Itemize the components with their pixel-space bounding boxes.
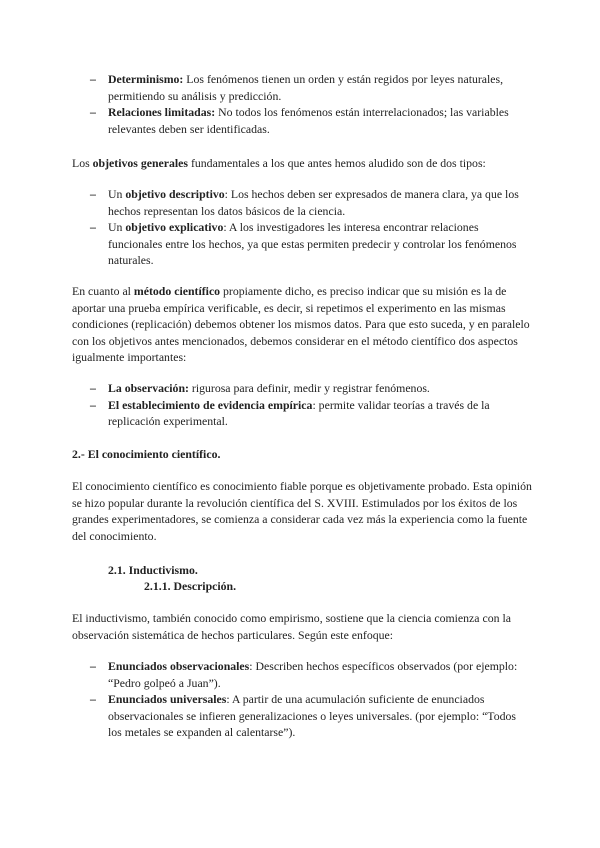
list-item	[72, 397, 532, 430]
paragraph-inductivism: El inductivismo, también conocido como empirismo, sostiene que la ciencia comienza con la observación sistemática de hechos particulares. Según este enfoque:	[72, 611, 511, 642]
item-text: Los fenómenos tienen un orden y están regidos por leyes naturales, permitiendo su análisis y predicción.	[108, 72, 504, 103]
bullet-dash: –	[90, 659, 96, 673]
item-term: La observación:	[108, 381, 189, 395]
item-term: objetivo descriptivo	[125, 187, 225, 201]
objectives-list	[72, 186, 532, 269]
bullet-dash: –	[90, 692, 96, 707]
list-item: – Un objetivo descriptivo: Los hechos deben ser expresados de manera clara, ya que los hechos representan los datos básicos de la ciencia.	[90, 187, 519, 218]
list-item	[72, 71, 532, 104]
item-text: : permite validar teorías a través de la replicación experimental.	[108, 397, 490, 429]
list-item	[72, 104, 532, 137]
bullet-dash: –	[90, 72, 96, 86]
item-text: : A los investigadores les interesa encontrar relaciones funcionales entre los hechos, ya que estas permiten predecir y controlar los fenómenos naturales.	[108, 220, 517, 268]
item-term: El establecimiento de evidencia empírica	[108, 397, 313, 412]
list-item: – Un objetivo explicativo: A los investigadores les interesa encontrar relaciones funcionales entre los hechos, ya que estas permiten predecir y controlar los fenómenos naturales.	[90, 220, 517, 268]
statements-list	[72, 658, 532, 741]
bullet-dash: –	[90, 397, 96, 412]
bullet-dash: –	[90, 381, 96, 395]
item-text: No todos los fenómenos están interrelacionados; las variables relevantes deben ser identificadas.	[108, 105, 509, 136]
paragraph-objectives: Los objetivos generales fundamentales a los que antes hemos aludido son de dos tipos:	[72, 156, 486, 170]
list-item	[72, 658, 532, 691]
paragraph-knowledge: El conocimiento científico es conocimiento fiable porque es objetivamente probado. Esta opinión se hizo popular durante la revolución científica del S. XVIII. Estimulados por los éxitos de los grandes experimentadores, se comienza a considerar cada vez más la experiencia como la fuente del conocimiento.	[72, 479, 532, 543]
list-item	[72, 691, 532, 741]
section-heading: 2.- El conocimiento científico.	[72, 447, 221, 461]
subsubsection-heading: 2.1.1. Descripción.	[144, 579, 237, 593]
bullet-dash: –	[90, 187, 96, 201]
list-item	[72, 380, 532, 397]
item-term: Relaciones limitadas:	[108, 105, 216, 120]
paragraph-method: En cuanto al método científico propiamente dicho, es preciso indicar que su misión es la de aportar una prueba empírica verificable, es decir, si repetimos el experimento en las mismas condiciones (replicación) debemos obtener los mismos datos. Para que esto suceda, y en paralelo con los objetivos antes mencionados, debemos considerar en el método científico dos aspectos igualmente importantes:	[72, 284, 530, 365]
item-text: : A partir de una acumulación suficiente de enunciados observacionales se infieren generalizaciones o leyes universales. (por ejemplo: “Todos los metales se expanden al calentarse”).	[108, 692, 516, 740]
bullet-dash: –	[90, 220, 96, 235]
method-aspects-list	[72, 380, 532, 430]
item-term: Enunciados universales	[108, 692, 227, 707]
principles-list	[72, 71, 532, 137]
item-text: rigurosa para definir, medir y registrar fenómenos.	[188, 381, 430, 395]
subsection-heading: 2.1. Inductivismo.	[108, 563, 198, 577]
item-text: : Describen hechos específicos observados (por ejemplo: “Pedro golpeó a Juan”).	[108, 659, 518, 690]
bullet-dash: –	[90, 105, 96, 120]
item-term: Enunciados observacionales	[108, 659, 250, 673]
item-text: : Los hechos deben ser expresados de manera clara, ya que los hechos representan los datos básicos de la ciencia.	[108, 187, 519, 218]
item-term: Determinismo:	[108, 72, 184, 86]
item-term: objetivo explicativo	[125, 220, 224, 235]
